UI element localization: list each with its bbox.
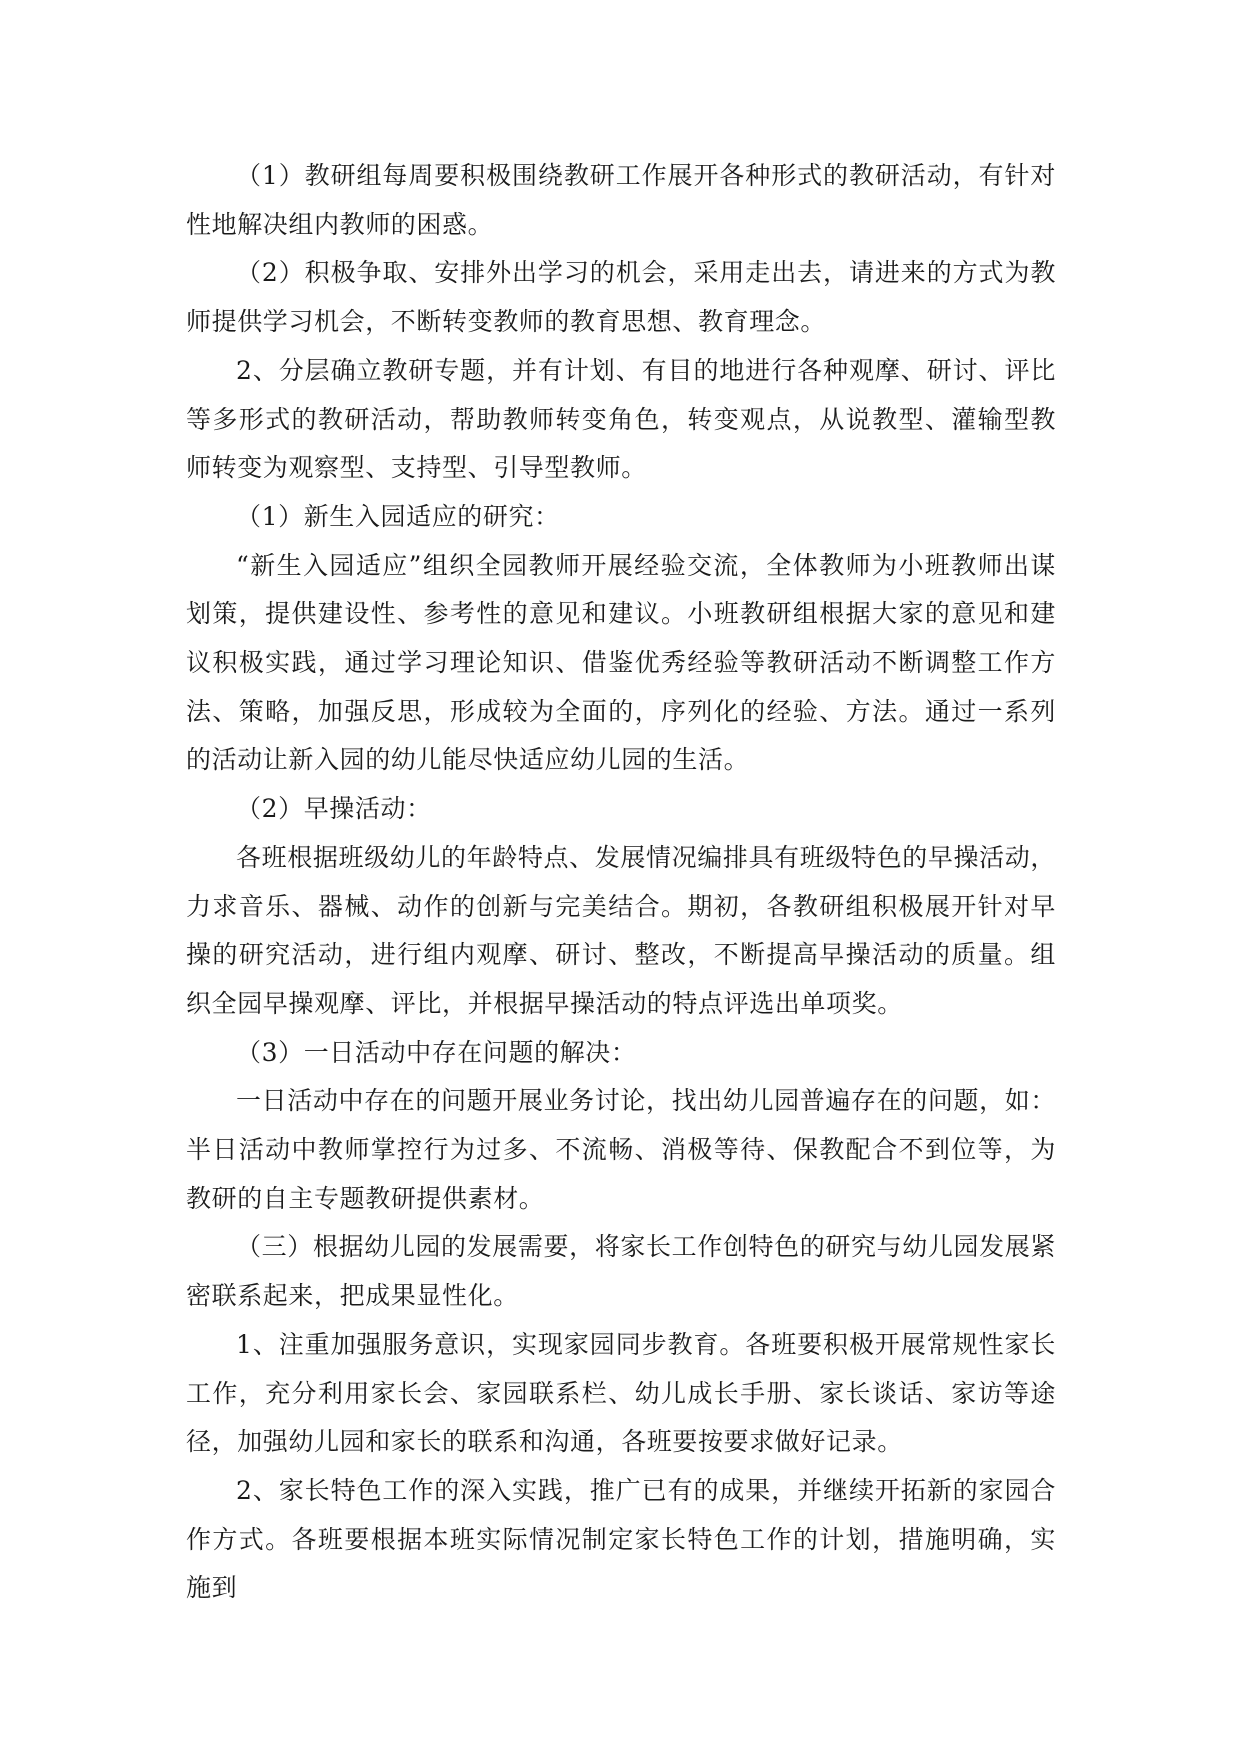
paragraph: （3）一日活动中存在问题的解决：: [236, 1037, 637, 1067]
paragraph: 2、分层确立教研专题，并有计划、有目的地进行各种观摩、研讨、评比等多形式的教研活动，帮助教师转变角色，转变观点，从说教型、灌输型教师转变为观察型、支持型、引导型教师。: [186, 355, 1056, 483]
paragraph: 1、注重加强服务意识，实现家园同步教育。各班要积极开展常规性家长工作，充分利用家长会、家园联系栏、幼儿成长手册、家长谈话、家访等途径，加强幼儿园和家长的联系和沟通，各班要按要求做好记录。: [186, 1329, 1056, 1457]
paragraph: （三）根据幼儿园的发展需要，将家长工作创特色的研究与幼儿园发展紧密联系起来，把成果显性化。: [186, 1232, 1056, 1311]
paragraph: 各班根据班级幼儿的年龄特点、发展情况编排具有班级特色的早操活动，力求音乐、器械、动作的创新与完美结合。期初，各教研组积极展开针对早操的研究活动，进行组内观摩、研讨、整改，不断提高早操活动的质量。组织全园早操观摩、评比，并根据早操活动的特点评选出单项奖。: [186, 842, 1056, 1018]
paragraph: （2）积极争取、安排外出学习的机会，采用走出去，请进来的方式为教师提供学习机会，不断转变教师的教育思想、教育理念。: [186, 258, 1056, 337]
paragraph: “新生入园适应”组织全园教师开展经验交流，全体教师为小班教师出谋划策，提供建设性、参考性的意见和建议。小班教研组根据大家的意见和建议积极实践，通过学习理论知识、借鉴优秀经验等教研活动不断调整工作方法、策略，加强反思，形成较为全面的，序列化的经验、方法。通过一系列的活动让新入园的幼儿能尽快适应幼儿园的生活。: [186, 550, 1056, 775]
paragraph: 2、家长特色工作的深入实践，推广已有的成果，并继续开拓新的家园合作方式。各班要根据本班实际情况制定家长特色工作的计划，措施明确，实施到: [186, 1475, 1056, 1603]
paragraph: 一日活动中存在的问题开展业务讨论，找出幼儿园普遍存在的问题，如：半日活动中教师掌控行为过多、不流畅、消极等待、保教配合不到位等，为教研的自主专题教研提供素材。: [186, 1086, 1056, 1213]
paragraph: （1）新生入园适应的研究：: [236, 501, 560, 531]
paragraph: （1）教研组每周要积极围绕教研工作展开各种形式的教研活动，有针对性地解决组内教师的困惑。: [186, 161, 1056, 239]
paragraph: （2）早操活动：: [236, 794, 432, 824]
document-body: [186, 152, 1056, 1613]
